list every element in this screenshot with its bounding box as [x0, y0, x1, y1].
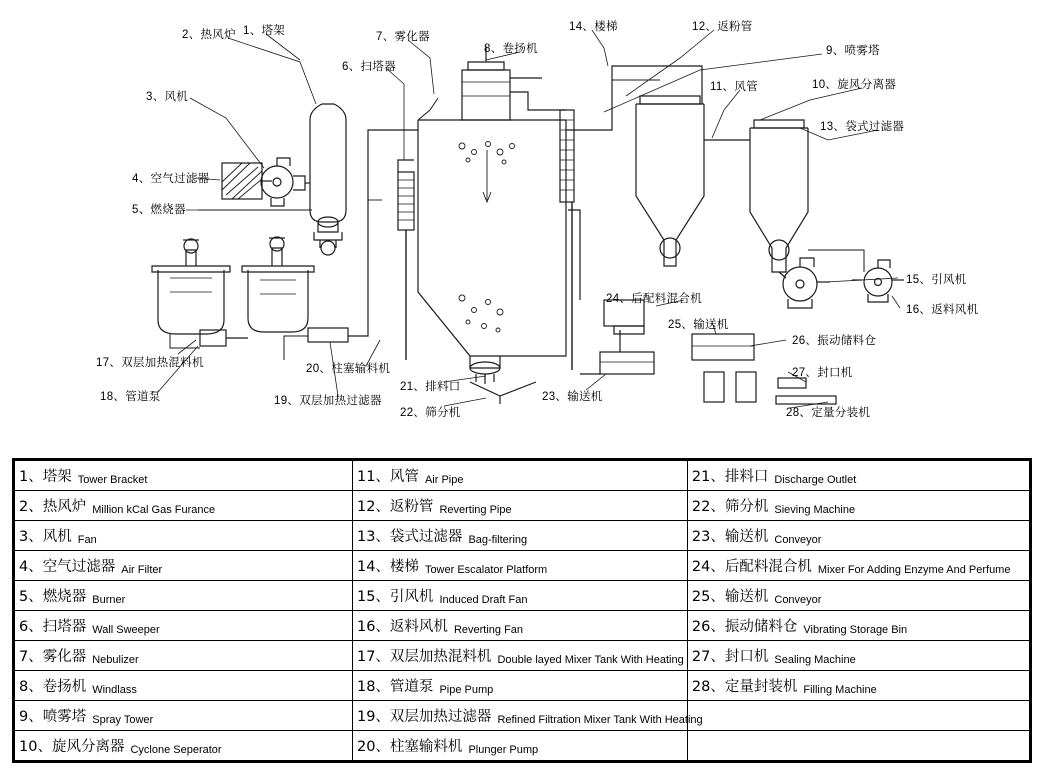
- table-row: [15, 671, 1030, 701]
- callout-label: 2、热风炉: [182, 29, 236, 41]
- legend-item-en: Induced Draft Fan: [439, 594, 528, 606]
- callout-label: 22、筛分机: [400, 407, 461, 419]
- legend-item-cn: 20、柱塞输料机: [356, 739, 463, 755]
- mixer-tank-1: [158, 270, 224, 334]
- legend-item-en: Sieving Machine: [774, 504, 856, 516]
- legend-item-cn: 27、封口机: [691, 649, 769, 665]
- spray-tower-body: [418, 120, 566, 356]
- callout-label: 18、管道泵: [100, 391, 161, 403]
- legend-item-en: Bag-filtering: [468, 534, 528, 546]
- legend-item-cn: 24、后配料混合机: [691, 559, 812, 575]
- legend-item-cn: 9、喷雾塔: [19, 709, 87, 725]
- tower-escalator-platform: [560, 110, 574, 202]
- induced-draft-fan: [783, 267, 817, 301]
- legend-item-cn: 11、风管: [356, 469, 419, 485]
- legend-item-cn: 3、风机: [19, 529, 72, 545]
- table-row: [15, 491, 1030, 521]
- legend-item-en: Air Filter: [121, 564, 163, 576]
- bag-filter: [750, 128, 772, 262]
- legend-item-cn: 8、卷扬机: [19, 679, 87, 695]
- windlass-housing: [462, 70, 510, 120]
- table-row: [15, 731, 1030, 761]
- mixer-tank-2: [248, 270, 308, 332]
- table-row: [15, 581, 1030, 611]
- legend-item-en: Air Pipe: [424, 474, 464, 486]
- callout-label: 10、旋风分离器: [812, 79, 897, 91]
- legend-item-en: Conveyor: [774, 534, 822, 546]
- legend-item-en: Spray Tower: [92, 714, 154, 726]
- legend-item-cn: 6、扫塔器: [19, 619, 87, 635]
- callout-label: 19、双层加热过滤器: [274, 395, 382, 407]
- hot-air-furnace: [310, 104, 346, 222]
- legend-item-cn: 22、筛分机: [691, 499, 769, 515]
- callout-label: 4、空气过滤器: [132, 173, 210, 185]
- table-row: [15, 611, 1030, 641]
- legend-item-en: Refined Filtration Mixer Tank With Heating: [497, 714, 703, 726]
- callout-label: 13、袋式过滤器: [820, 121, 905, 133]
- legend-item-cn: 12、返粉管: [356, 499, 434, 515]
- legend-item-en: Sealing Machine: [774, 654, 856, 666]
- tower-bracket: [398, 172, 414, 230]
- legend-item-cn: 15、引风机: [356, 589, 434, 605]
- plunger-pump-line: [368, 130, 418, 320]
- conveyor-23: [600, 352, 654, 374]
- legend-item-cn: 13、袋式过滤器: [356, 529, 463, 545]
- callout-label: 8、卷扬机: [484, 43, 538, 55]
- legend-item-en: Nebulizer: [92, 654, 139, 666]
- legend-item-en: Mixer For Adding Enzyme And Perfume: [817, 564, 1011, 576]
- legend-item-en: Cyclone Seperator: [130, 744, 222, 756]
- cyclone-separator-left: [636, 104, 664, 258]
- filling-machine: [776, 396, 836, 404]
- legend-empty-cell: [687, 701, 1029, 731]
- legend-item-cn: 7、雾化器: [19, 649, 87, 665]
- legend-item-cn: 4、空气过滤器: [19, 559, 116, 575]
- callout-label: 23、输送机: [542, 391, 603, 403]
- legend-item-cn: 2、热风炉: [19, 499, 87, 515]
- legend-table: [12, 458, 1032, 763]
- legend-item-en: Million kCal Gas Furance: [92, 504, 216, 516]
- legend-item-en: Conveyor: [774, 594, 822, 606]
- legend-item-en: Burner: [92, 594, 126, 606]
- callout-label: 28、定量分装机: [786, 407, 871, 419]
- legend-item-en: Pipe Pump: [439, 684, 494, 696]
- callout-label: 20、柱塞输料机: [306, 363, 391, 375]
- callout-label: 26、振动储料仓: [792, 335, 877, 347]
- callout-label: 5、燃烧器: [132, 204, 186, 216]
- legend-item-cn: 21、排料口: [691, 469, 769, 485]
- legend-item-en: Plunger Pump: [468, 744, 539, 756]
- callout-label: 25、输送机: [668, 319, 729, 331]
- legend-item-cn: 28、定量封装机: [691, 679, 798, 695]
- callout-label: 1、塔架: [243, 25, 286, 37]
- legend-item-en: Windlass: [92, 684, 137, 696]
- legend-item-cn: 26、振动储料仓: [691, 619, 798, 635]
- table-row: [15, 551, 1030, 581]
- callout-label: 3、风机: [146, 91, 189, 103]
- legend-item-cn: 5、燃烧器: [19, 589, 87, 605]
- legend-item-cn: 25、输送机: [691, 589, 769, 605]
- refined-filtration-tank: [308, 328, 348, 342]
- legend-item-en: Filling Machine: [803, 684, 877, 696]
- vibrating-storage-bin: [704, 372, 724, 402]
- legend-item-en: Discharge Outlet: [774, 474, 857, 486]
- callout-label: 27、封口机: [792, 367, 853, 379]
- reverting-fan: [864, 268, 892, 296]
- reverting-pipe: [566, 66, 702, 130]
- callout-label: 6、扫塔器: [342, 61, 396, 73]
- sieving-machine: [470, 382, 536, 396]
- callout-label: 24、后配料混合机: [606, 293, 702, 305]
- legend-empty-cell: [687, 731, 1029, 761]
- callout-label: 12、返粉管: [692, 21, 753, 33]
- callout-label: 17、双层加热混料机: [96, 357, 204, 369]
- legend-item-en: Reverting Pipe: [439, 504, 512, 516]
- legend-item-cn: 16、返料风机: [356, 619, 448, 635]
- legend-item-en: Double layed Mixer Tank With Heating: [497, 654, 684, 666]
- callout-label: 21、排料口: [400, 381, 461, 393]
- legend-item-en: Wall Sweeper: [92, 624, 160, 636]
- legend-item-cn: 23、输送机: [691, 529, 769, 545]
- table-row: [15, 641, 1030, 671]
- legend-item-cn: 1、塔架: [19, 469, 72, 485]
- callout-label: 9、喷雾塔: [826, 45, 880, 57]
- legend-item-en: Fan: [77, 534, 97, 546]
- legend-item-en: Reverting Fan: [453, 624, 524, 636]
- callout-label: 16、返料风机: [906, 304, 979, 316]
- callout-label: 15、引风机: [906, 274, 967, 286]
- legend-item-cn: 17、双层加热混料机: [356, 649, 492, 665]
- legend-item-en: Tower Bracket: [77, 474, 148, 486]
- callout-label: 7、雾化器: [376, 31, 430, 43]
- callout-label: 14、楼梯: [569, 21, 618, 33]
- table-row: [15, 461, 1030, 491]
- legend-item-en: Vibrating Storage Bin: [803, 624, 908, 636]
- table-row: [15, 521, 1030, 551]
- legend-item-cn: 10、旋风分离器: [19, 739, 125, 755]
- legend-item-cn: 14、楼梯: [356, 559, 419, 575]
- fan: [261, 166, 293, 198]
- table-row: [15, 701, 1030, 731]
- pipe-pump: [200, 330, 226, 346]
- callout-label: 11、风管: [710, 81, 758, 93]
- legend-item-en: Tower Escalator Platform: [424, 564, 548, 576]
- legend-item-cn: 18、管道泵: [356, 679, 434, 695]
- conveyor-25: [692, 334, 754, 360]
- legend-item-cn: 19、双层加热过滤器: [356, 709, 492, 725]
